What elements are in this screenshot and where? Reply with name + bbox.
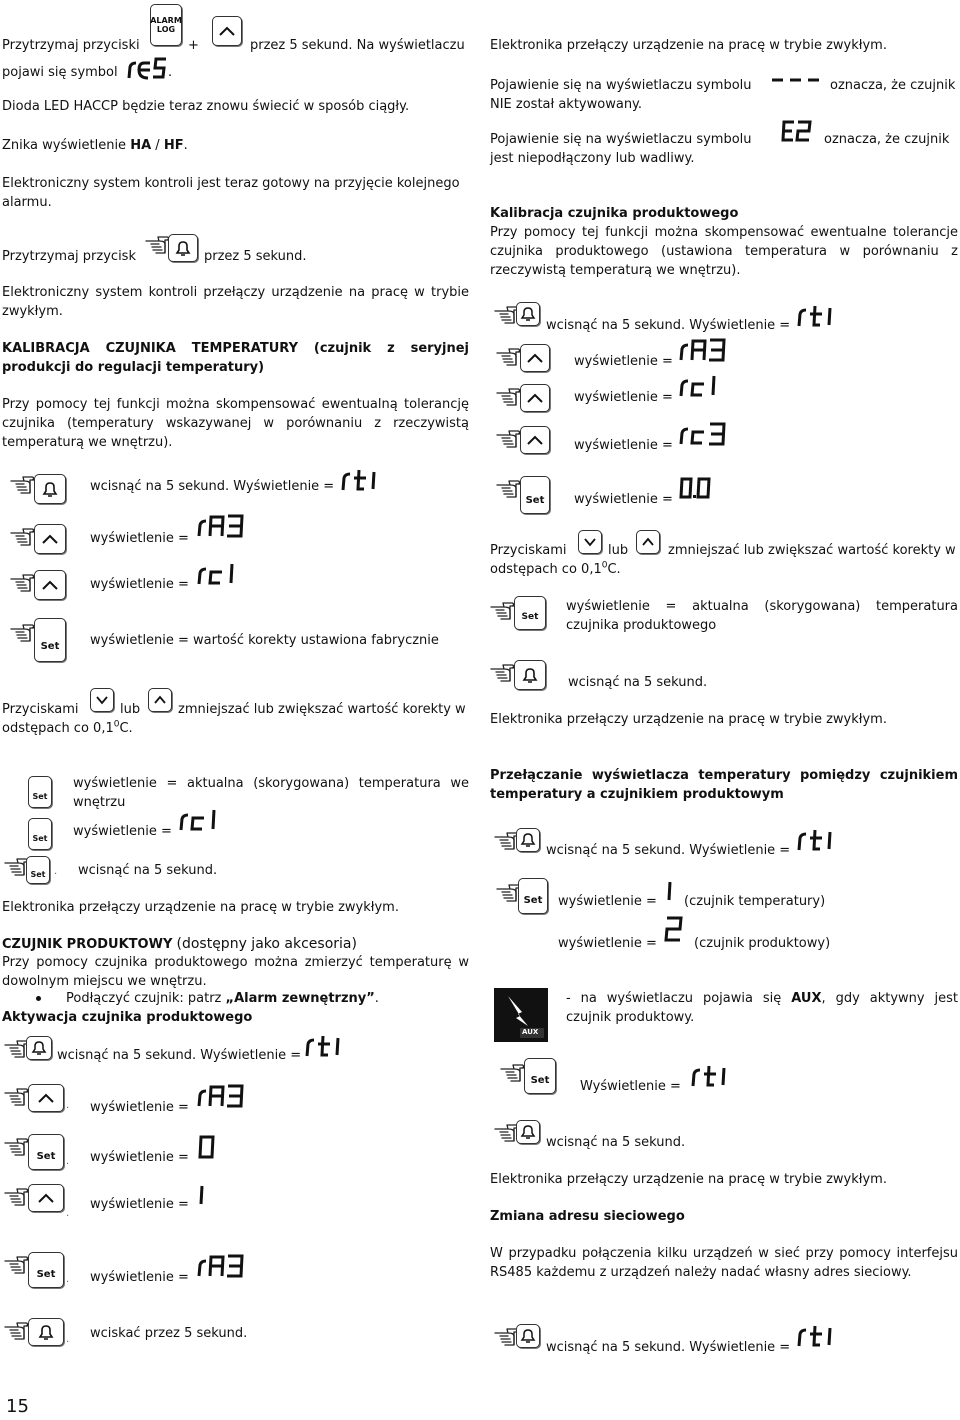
- right-h3: Zmiana adresu sieciowego: [490, 1209, 685, 1224]
- left-bul1: [66, 989, 379, 1008]
- display-rtl-icon: [796, 826, 838, 852]
- down-button[interactable]: [578, 530, 602, 554]
- bell-icon: [36, 1323, 56, 1341]
- left-p3: [2, 136, 469, 155]
- up-button[interactable]: [28, 1084, 64, 1112]
- display-one-icon: [660, 878, 676, 904]
- right-p2c: NIE został aktywowany.: [490, 97, 643, 112]
- right-h2: Przełączanie wyświetlacza temperatury pomiędzy czujnikiem temperatury a czujnikiem produktowym: [490, 768, 958, 802]
- left-s7: wcisnąć na 5 sekund.: [78, 863, 218, 878]
- alarm-button[interactable]: [514, 660, 546, 690]
- display-ra3-icon: [196, 1252, 246, 1278]
- bell-icon: [30, 1040, 48, 1056]
- display-res-icon: [126, 54, 168, 80]
- chevron-up-icon: [153, 695, 167, 705]
- text: Podłączyć czujnik: patrz: [66, 991, 222, 1006]
- display-rc1-icon: [196, 560, 240, 586]
- right-s12: Wyświetlenie =: [580, 1079, 681, 1094]
- right-p7: Elektronika przełączy urządzenie na pracę w trybie zwykłym.: [490, 1172, 887, 1187]
- bell-icon: [519, 306, 537, 322]
- right-s9b: (czujnik temperatury): [684, 894, 826, 909]
- left-s3: wyświetlenie =: [90, 577, 189, 592]
- alarm-button[interactable]: [26, 1036, 52, 1060]
- right-s3: wyświetlenie =: [574, 390, 673, 405]
- right-s1: wcisnąć na 5 sekund. Wyświetlenie =: [546, 318, 791, 333]
- left-s4: wyświetlenie = wartość korekty ustawiona fabrycznie: [90, 633, 439, 648]
- right-s10a: wyświetlenie =: [558, 936, 657, 951]
- right-s6: wyświetlenie = aktualna (skorygowana) temperatura czujnika produktowego: [566, 599, 958, 633]
- left-p10: Przy pomocy czujnika produktowego można zmierzyć temperaturę w dowolnym miejscu we wnętrzu.: [2, 955, 469, 989]
- set-label: Set: [521, 612, 539, 622]
- chevron-up-icon: [37, 1192, 55, 1204]
- left-s13: wciskać przez 5 sekund.: [90, 1326, 248, 1341]
- dot: .: [66, 1208, 70, 1219]
- right-p5c: zmniejszać lub zwiększać wartość korekty w: [668, 543, 956, 558]
- chevron-up-icon: [641, 537, 655, 547]
- set-button[interactable]: [518, 878, 548, 914]
- bell-icon: [520, 666, 540, 684]
- left-s1: wcisnąć na 5 sekund. Wyświetlenie =: [90, 479, 335, 494]
- up-button[interactable]: [148, 688, 172, 712]
- bullet: [36, 996, 41, 1001]
- right-p5a: Przyciskami: [490, 543, 567, 558]
- bell-icon: [519, 1124, 537, 1140]
- display-ra3-icon: [196, 1082, 246, 1108]
- right-s4: wyświetlenie =: [574, 438, 673, 453]
- set-label: Set: [525, 494, 545, 506]
- left-h1: KALIBRACJA CZUJNIKA TEMPERATURY (czujnik z seryjnej produkcji do regulacji temperatury): [2, 341, 469, 375]
- aux-indicator: [494, 988, 548, 1042]
- text: Przytrzymaj przyciski: [2, 38, 140, 53]
- left-s6: wyświetlenie =: [73, 824, 172, 839]
- left-p4: Elektroniczny system kontroli jest teraz gotowy na przyjęcie kolejnego alarmu.: [2, 176, 460, 210]
- display-zero-zero-icon: [678, 476, 714, 502]
- display-rc1-icon: [678, 372, 722, 398]
- display-rtl-icon: [796, 1322, 838, 1348]
- right-s13: wcisnąć na 5 sekund.: [546, 1135, 686, 1150]
- left-s8: wcisnąć na 5 sekund. Wyświetlenie =: [57, 1048, 302, 1063]
- bell-icon: [519, 1328, 537, 1344]
- display-rtl-icon: [796, 1322, 838, 1348]
- text: (dostępny jako akcesoria): [176, 936, 357, 952]
- text: 0: [113, 719, 120, 730]
- text: HF: [163, 138, 184, 153]
- display-rtl-icon: [796, 302, 838, 328]
- right-p8: W przypadku połączenia kilku urządzeń w sieć przy pomocy interfejsu RS485 każdemu z urządzeń należy nadać własny adres sieciowy.: [490, 1246, 958, 1280]
- bell-icon: [519, 832, 537, 848]
- right-h1: Kalibracja czujnika produktowego: [490, 206, 739, 221]
- set-label: Set: [523, 894, 543, 906]
- chevron-down-icon: [95, 695, 109, 705]
- set-button[interactable]: [524, 1058, 556, 1094]
- display-rc3-icon: [678, 420, 728, 446]
- text: CZUJNIK PRODUKTOWY: [2, 937, 173, 952]
- text: HA: [130, 138, 152, 153]
- text: AUX: [791, 991, 822, 1006]
- right-s7: wcisnąć na 5 sekund.: [568, 675, 708, 690]
- aux-lightning-icon: [494, 988, 548, 1042]
- display-dashes-icon: [770, 76, 822, 86]
- display-rc1-icon: [196, 560, 240, 586]
- display-rtl-icon: [796, 826, 838, 852]
- text: 0: [601, 560, 608, 571]
- display-one-icon: [660, 878, 676, 904]
- chevron-down-icon: [583, 537, 597, 547]
- right-p5b: lub: [608, 543, 629, 558]
- right-s14: wcisnąć na 5 sekund. Wyświetlenie =: [546, 1340, 791, 1355]
- set-label: Set: [36, 1268, 56, 1280]
- dot: .: [66, 1100, 70, 1111]
- left-p7: Przy pomocy tej funkcji można skompensować ewentualną tolerancję czujnika (temperatury wskazywanej w porównaniu z rzeczywistą temperaturą we wnętrzu).: [2, 397, 469, 450]
- left-p8d: [2, 719, 133, 738]
- right-s8: wcisnąć na 5 sekund. Wyświetlenie =: [546, 843, 791, 858]
- left-p1b: przez 5 sekund. Na wyświetlaczu: [250, 38, 465, 53]
- set-button[interactable]: [514, 596, 546, 630]
- plus-sign: +: [188, 38, 199, 53]
- up-button[interactable]: [28, 1184, 64, 1212]
- right-p2a: Pojawienie się na wyświetlaczu symbolu: [490, 78, 752, 93]
- alarm-button[interactable]: [516, 1324, 540, 1348]
- chevron-up-icon: [41, 579, 59, 591]
- left-s11: wyświetlenie =: [90, 1197, 189, 1212]
- display-ra3-icon: [678, 336, 728, 362]
- set-button[interactable]: [28, 776, 52, 808]
- left-p1dot: .: [168, 65, 173, 80]
- right-p5d: [490, 560, 621, 579]
- display-res-icon: [126, 54, 168, 80]
- display-ra3-icon: [196, 512, 246, 538]
- right-p3a: Pojawienie się na wyświetlaczu symbolu: [490, 132, 752, 147]
- set-button[interactable]: [34, 618, 66, 662]
- set-button[interactable]: [28, 818, 52, 850]
- display-dashes-icon: [770, 76, 822, 86]
- down-button[interactable]: [90, 688, 114, 712]
- set-label: Set: [40, 640, 60, 652]
- set-button[interactable]: [26, 856, 50, 884]
- display-rtl-icon: [304, 1032, 346, 1058]
- left-s5: wyświetlenie = aktualna (skorygowana) temperatura we wnętrzu: [73, 776, 469, 810]
- right-s5: wyświetlenie =: [574, 492, 673, 507]
- display-rc1-icon: [178, 806, 222, 832]
- right-p1: Elektronika przełączy urządzenie na pracę w trybie zwykłym.: [490, 38, 887, 53]
- text: odstępach co 0,1: [490, 562, 602, 577]
- alarm-button[interactable]: [28, 1318, 64, 1346]
- left-p8c: zmniejszać lub zwiększać wartość korekty w: [178, 702, 466, 717]
- text: .: [183, 138, 188, 153]
- alarm-log-button[interactable]: [150, 4, 182, 46]
- display-rc1-icon: [178, 806, 222, 832]
- display-rtl-icon: [340, 466, 382, 492]
- display-zero-icon: [196, 1134, 218, 1160]
- display-zero-icon: [196, 1134, 218, 1160]
- display-ra3-icon: [678, 336, 728, 362]
- dot: .: [66, 1156, 70, 1167]
- set-label: Set: [30, 869, 46, 879]
- display-e2-icon: [780, 118, 816, 144]
- chevron-up-icon: [41, 533, 59, 545]
- left-h2: [2, 935, 469, 954]
- display-one-icon: [192, 1182, 208, 1208]
- up-button[interactable]: [34, 570, 66, 600]
- chevron-up-icon: [218, 25, 236, 37]
- display-e2-icon: [780, 118, 816, 144]
- text: /: [155, 138, 160, 153]
- left-p5a: Przytrzymaj przycisk: [2, 249, 136, 264]
- set-button[interactable]: [28, 1252, 64, 1288]
- right-p4: Przy pomocy tej funkcji można skompensować ewentualne tolerancje czujnika produktowego (ustawiona temperatura w porównaniu z rzeczywistą temperaturą we wnętrzu).: [490, 225, 958, 278]
- text: C.: [607, 562, 621, 577]
- display-two-icon: [662, 914, 686, 944]
- left-p6: Elektroniczny system kontroli przełączy urządzenie na pracę w trybie zwykłym.: [2, 285, 469, 319]
- up-button[interactable]: [520, 344, 550, 372]
- text: , gdy aktywny jest czujnik produktowy.: [566, 991, 958, 1025]
- display-one-icon: [192, 1182, 208, 1208]
- aux-label: AUX: [522, 1028, 539, 1036]
- right-s2: wyświetlenie =: [574, 354, 673, 369]
- set-label: Set: [32, 791, 48, 801]
- text: Znika wyświetlenie: [2, 138, 127, 153]
- dot: .: [54, 866, 58, 877]
- right-p6: Elektronika przełączy urządzenie na pracę w trybie zwykłym.: [490, 712, 887, 727]
- left-p2: Dioda LED HACCP będzie teraz znowu świecić w sposób ciągły.: [2, 99, 410, 114]
- alarm-label: ALARM: [150, 16, 182, 25]
- left-s12: wyświetlenie =: [90, 1270, 189, 1285]
- set-label: Set: [36, 1150, 56, 1162]
- left-p5b: przez 5 sekund.: [204, 249, 307, 264]
- chevron-up-icon: [526, 392, 544, 404]
- text: - na wyświetlaczu pojawia się: [566, 991, 782, 1006]
- left-p1c: pojawi się symbol: [2, 65, 118, 80]
- text: „Alarm zewnętrzny”: [225, 991, 375, 1006]
- display-ra3-icon: [196, 512, 246, 538]
- left-p8b: lub: [120, 702, 141, 717]
- up-button[interactable]: [34, 524, 66, 554]
- right-p3c: jest niepodłączony lub wadliwy.: [490, 151, 695, 166]
- set-label: Set: [530, 1074, 550, 1086]
- chevron-up-icon: [37, 1092, 55, 1104]
- display-rc1-icon: [678, 372, 722, 398]
- up-button[interactable]: [520, 426, 550, 454]
- alarm-button[interactable]: [516, 1120, 540, 1144]
- left-p8a: Przyciskami: [2, 702, 79, 717]
- set-button[interactable]: [520, 476, 550, 514]
- right-p2b: oznacza, że czujnik: [830, 78, 956, 93]
- alarm-button[interactable]: [34, 474, 66, 504]
- log-label: LOG: [156, 25, 176, 34]
- display-zero-zero-icon: [678, 476, 714, 502]
- up-button[interactable]: [520, 384, 550, 412]
- right-s10b: (czujnik produktowy): [694, 936, 831, 951]
- left-h3: Aktywacja czujnika produktowego: [2, 1010, 253, 1025]
- display-rtl-icon: [690, 1062, 732, 1088]
- right-s11: [566, 989, 958, 1027]
- alarm-button[interactable]: [516, 828, 540, 852]
- alarm-button[interactable]: [168, 234, 198, 262]
- display-rtl-icon: [796, 302, 838, 328]
- up-button[interactable]: [212, 16, 242, 46]
- page-number: 15: [6, 1396, 29, 1417]
- dot: .: [66, 1274, 70, 1285]
- display-two-icon: [662, 914, 686, 944]
- left-p9: Elektronika przełączy urządzenie na pracę w trybie zwykłym.: [2, 900, 399, 915]
- bell-icon: [173, 239, 193, 257]
- left-s10: wyświetlenie =: [90, 1150, 189, 1165]
- text: C.: [119, 721, 133, 736]
- display-ra3-icon: [196, 1082, 246, 1108]
- display-rtl-icon: [690, 1062, 732, 1088]
- right-s9a: wyświetlenie =: [558, 894, 657, 909]
- text: .: [374, 991, 379, 1006]
- left-s9: wyświetlenie =: [90, 1100, 189, 1115]
- chevron-up-icon: [526, 434, 544, 446]
- set-label: Set: [32, 833, 48, 843]
- display-rc3-icon: [678, 420, 728, 446]
- set-button[interactable]: [28, 1134, 64, 1170]
- chevron-up-icon: [526, 352, 544, 364]
- display-ra3-icon: [196, 1252, 246, 1278]
- text: odstępach co 0,1: [2, 721, 114, 736]
- up-button[interactable]: [636, 530, 660, 554]
- right-p3b: oznacza, że czujnik: [824, 132, 950, 147]
- bell-icon: [40, 480, 60, 498]
- alarm-button[interactable]: [516, 302, 540, 326]
- display-rtl-icon: [340, 466, 382, 492]
- display-rtl-icon: [304, 1032, 346, 1058]
- dot: .: [66, 1334, 70, 1345]
- left-s2: wyświetlenie =: [90, 531, 189, 546]
